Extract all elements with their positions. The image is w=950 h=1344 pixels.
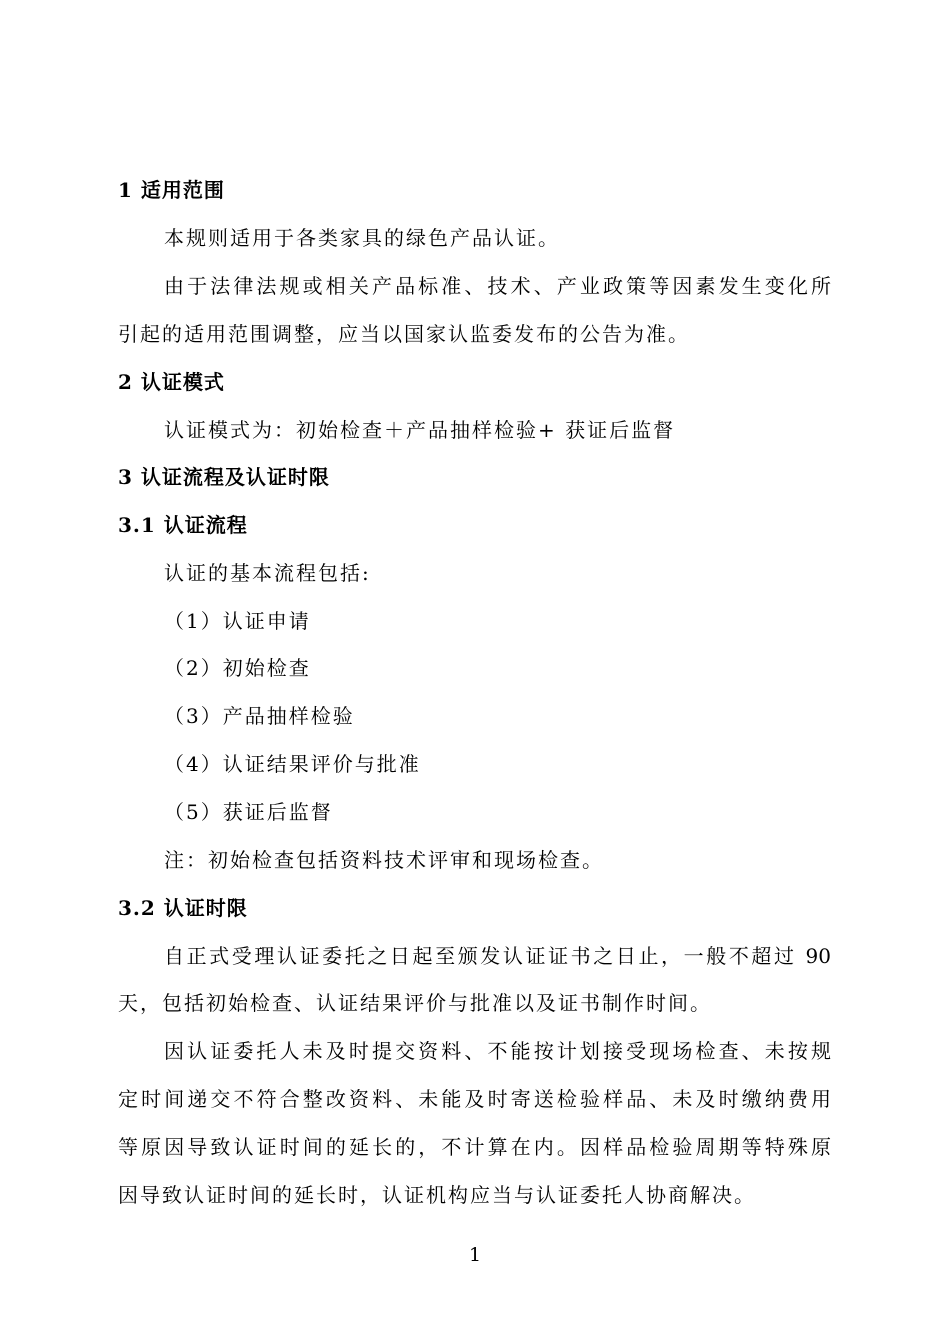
section-3-2-paragraph-2-line-3: 等原因导致认证时间的延长的，不计算在内。因样品检验周期等特殊原 <box>118 1135 831 1159</box>
section-3-2-paragraph-1-line-2: 天，包括初始检查、认证结果评价与批准以及证书制作时间。 <box>118 991 712 1015</box>
section-3-2-paragraph-1-line-1: 自正式受理认证委托之日起至颁发认证证书之日止，一般不超过 90 <box>164 944 831 968</box>
process-list-item: （4）认证结果评价与批准 <box>164 752 421 776</box>
process-list-item: （1）认证申请 <box>164 609 311 633</box>
section-1-paragraph-2-line-2: 引起的适用范围调整，应当以国家认监委发布的公告为准。 <box>118 322 690 346</box>
section-1-paragraph-2-line-1: 由于法律法规或相关产品标准、技术、产业政策等因素发生变化所 <box>164 274 831 298</box>
section-3-2-heading: 3.2 认证时限 <box>118 896 248 920</box>
section-3-2-paragraph-2-line-1: 因认证委托人未及时提交资料、不能按计划接受现场检查、未按规 <box>164 1039 831 1063</box>
section-2-heading: 2 认证模式 <box>118 370 225 394</box>
section-3-1-intro: 认证的基本流程包括: <box>164 561 371 585</box>
section-3-1-note: 注：初始检查包括资料技术评审和现场检查。 <box>164 848 604 872</box>
section-3-2-paragraph-2-line-2: 定时间递交不符合整改资料、未能及时寄送检验样品、未及时缴纳费用 <box>118 1087 831 1111</box>
process-list-item: （3）产品抽样检验 <box>164 704 355 728</box>
section-1-heading: 1 适用范围 <box>118 178 225 202</box>
process-list-item: （2）初始检查 <box>164 656 311 680</box>
section-3-2-paragraph-2-line-4: 因导致认证时间的延长时，认证机构应当与认证委托人协商解决。 <box>118 1183 756 1207</box>
page-number: 1 <box>468 1244 482 1266</box>
section-3-1-heading: 3.1 认证流程 <box>118 513 248 537</box>
section-1-paragraph-1: 本规则适用于各类家具的绿色产品认证。 <box>164 226 560 250</box>
section-3-heading: 3 认证流程及认证时限 <box>118 465 330 489</box>
process-list-item: （5）获证后监督 <box>164 800 333 824</box>
section-2-paragraph-1: 认证模式为：初始检查＋产品抽样检验+ 获证后监督 <box>164 418 676 442</box>
